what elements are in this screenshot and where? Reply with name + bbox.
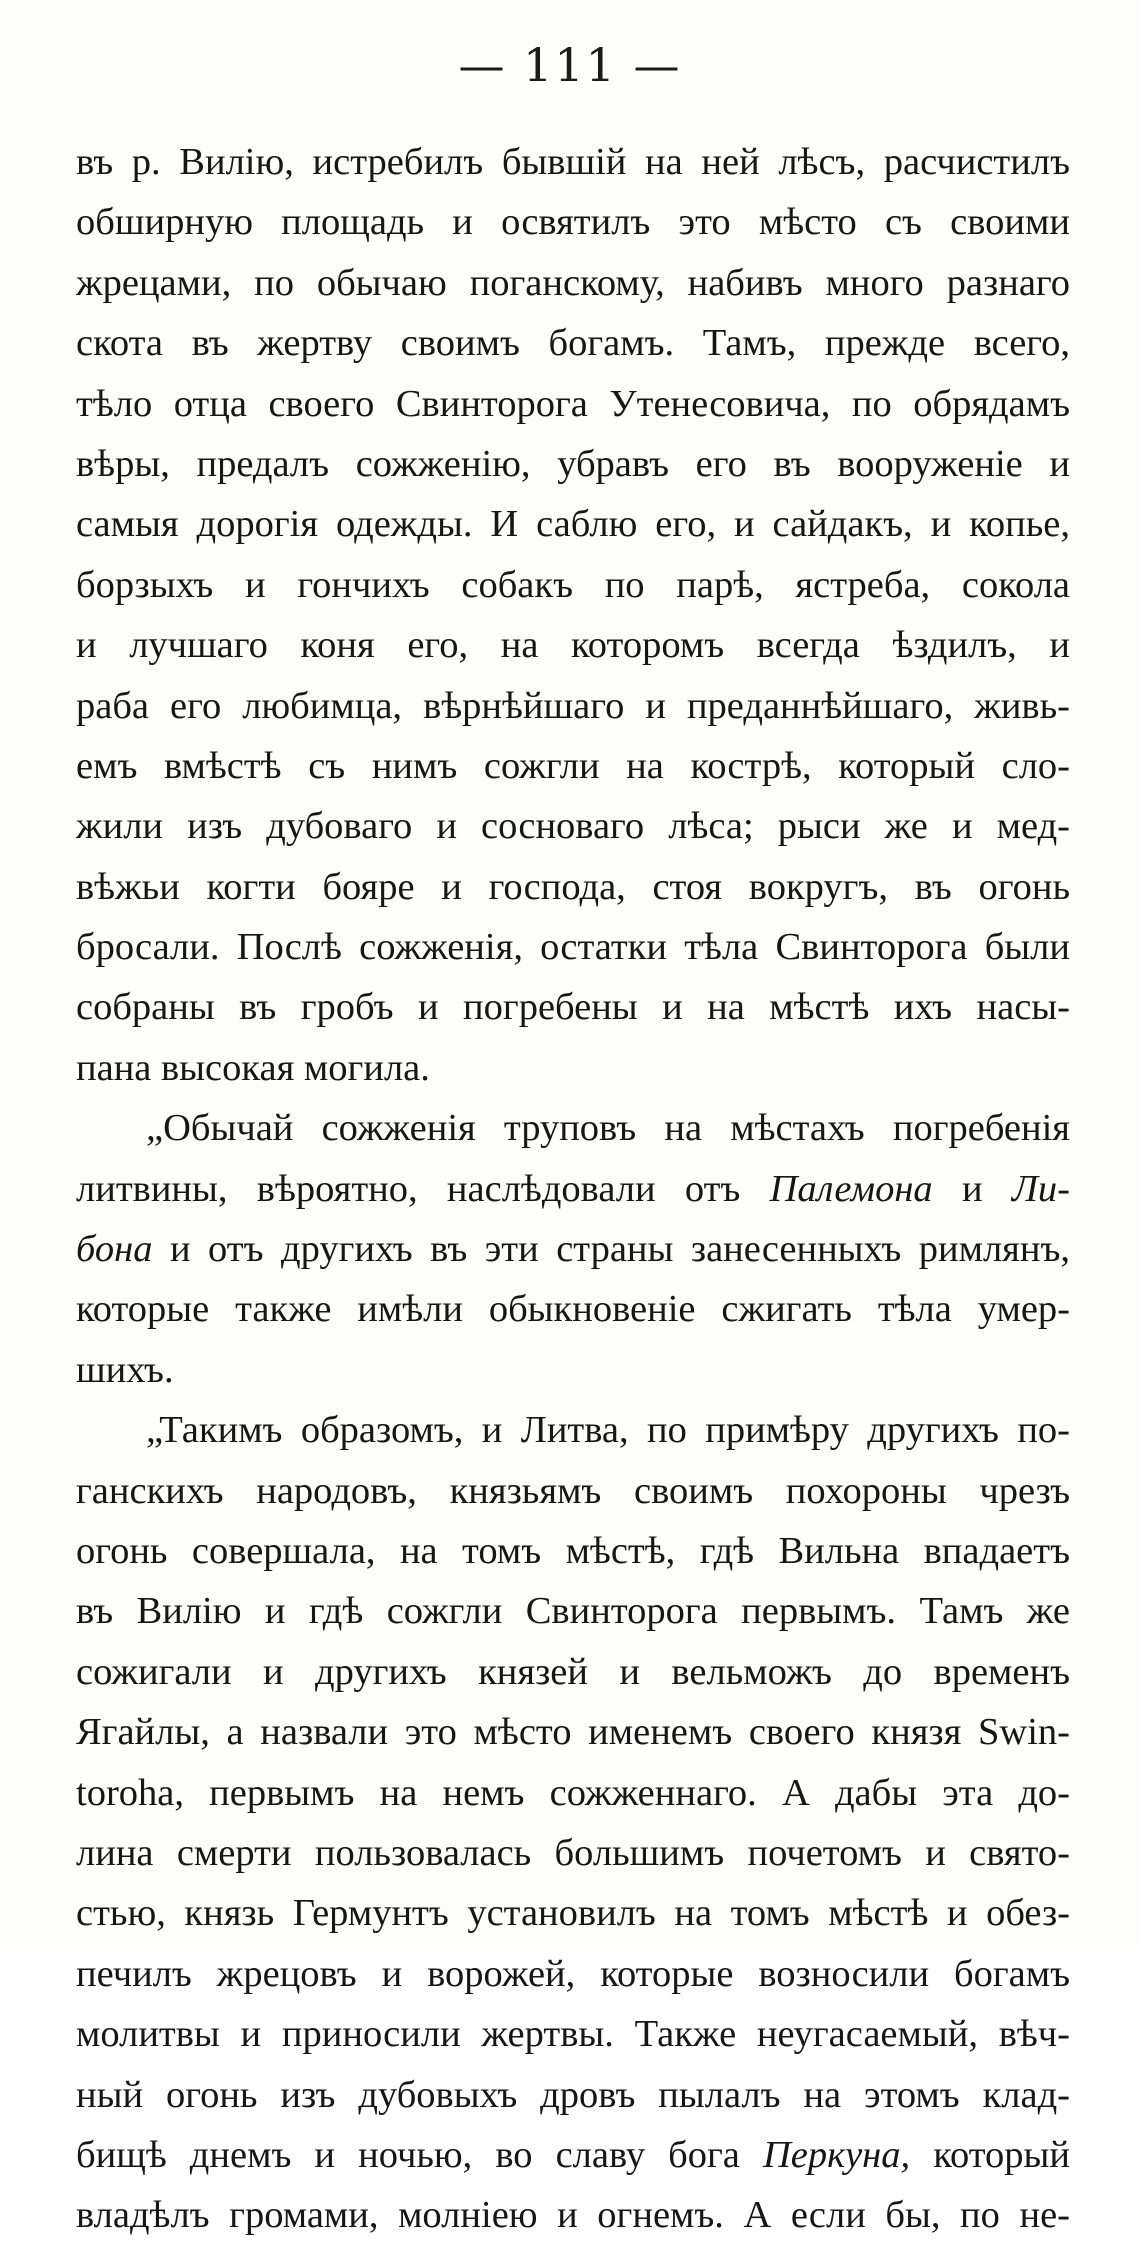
text-line: ганскихъ народовъ, князьямъ своимъ похороны чрезъ [76,1469,1070,1512]
text-line: борзыхъ и гончихъ собакъ по парѣ, ястреба, сокола [76,563,1070,606]
italic-name-libon-end: бона [76,1228,153,1271]
text-line: лина смерти пользовалась большимъ почетомъ и свято- [76,1831,1070,1874]
text-line: молитвы и приносили жертвы. Также неугасаемый, вѣч- [76,2013,1070,2056]
text-line: въ Вилію и гдѣ сожгли Свинторога первымъ. Тамъ же [76,1590,1070,1633]
text-line: стью, князь Гермунтъ установилъ на томъ мѣстѣ и обез- [76,1892,1070,1935]
text-line-mixed [76,2125,1070,2185]
text-line: и лучшаго коня его, на которомъ всегда ѣздилъ, и [76,624,1070,667]
text-line: вѣжьи когти бояре и господа, стоя вокругъ, въ огонь [76,865,1070,908]
page-number: — 111 — [458,38,682,92]
text-line: бросали. Послѣ сожженія, остатки тѣла Свинторога были [76,926,1070,969]
text-line: шихъ. [76,1348,174,1391]
text-line: Ягайлы, а назвали это мѣсто именемъ своего князя Swin- [76,1711,1070,1754]
text-line: toroha, первымъ на немъ сожженнаго. А дабы эта до- [76,1771,1070,1814]
text-line: тѣло отца своего Свинторога Утенесовича, по обрядамъ [76,382,1070,425]
paragraph-2 [76,1098,1070,1400]
text-line: пана высокая могила. [76,1046,430,1089]
text-segment: литвины, вѣроятно, наслѣдовали отъ [76,1167,770,1210]
text-line: сожигали и другихъ князей и вельможъ до временъ [76,1650,1070,1693]
text-line: самыя дорогія одежды. И саблю его, и сайдакъ, и копье, [76,503,1070,546]
text-line: обширную площадь и освятилъ это мѣсто съ своими [76,201,1070,244]
text-line: скота въ жертву своимъ богамъ. Тамъ, прежде всего, [76,322,1070,365]
text-line-mixed [76,1219,1070,1279]
italic-name-perkun: Перкуна, [762,2133,911,2176]
italic-name-palemon: Палемона [769,1167,933,1210]
text-line: „Обычай сожженія труповъ на мѣстахъ погребенія [146,1107,1070,1150]
paragraph-3 [76,1400,1070,2245]
text-line: владѣлъ громами, молніею и огнемъ. А если бы, по не- [76,2194,1070,2237]
paragraph-1 [76,132,1070,1098]
text-line: жрецами, по обычаю поганскому, набивъ много разнаго [76,261,1070,304]
text-line: емъ вмѣстѣ съ нимъ сожгли на кострѣ, который сло- [76,744,1070,787]
text-line: печилъ жрецовъ и ворожей, которые возносили богамъ [76,1952,1070,1995]
text-line: которые также имѣли обыкновеніе сжигать тѣла умер- [76,1288,1070,1331]
text-line: „Такимъ образомъ, и Литва, по примѣру другихъ по- [146,1409,1070,1452]
text-line: раба его любимца, вѣрнѣйшаго и преданнѣйшаго, живь- [76,684,1070,727]
text-line: вѣры, предалъ сожженію, убравъ его въ вооруженіе и [76,442,1070,485]
text-segment: и [932,1167,1012,1210]
text-segment: бищѣ днемъ и ночью, во славу бога [76,2133,763,2176]
text-line: собраны въ гробъ и погребены и на мѣстѣ ихъ насы- [76,986,1070,1029]
text-line: въ р. Вилію, истребилъ бывшій на ней лѣсъ, расчистилъ [76,141,1070,183]
italic-name-libon: Ли- [1011,1167,1070,1210]
text-line: жили изъ дубоваго и сосноваго лѣса; рыси же и мед- [76,805,1070,848]
text-line: ный огонь изъ дубовыхъ дровъ пылалъ на этомъ клад- [76,2073,1070,2116]
body-text [76,132,1070,2246]
text-segment: и отъ другихъ въ эти страны занесенныхъ римлянъ, [152,1228,1070,1271]
text-line: огонь совершала, на томъ мѣстѣ, гдѣ Вильна впадаетъ [76,1529,1070,1572]
text-line-mixed [76,1159,1070,1219]
text-segment: который [910,2133,1071,2176]
